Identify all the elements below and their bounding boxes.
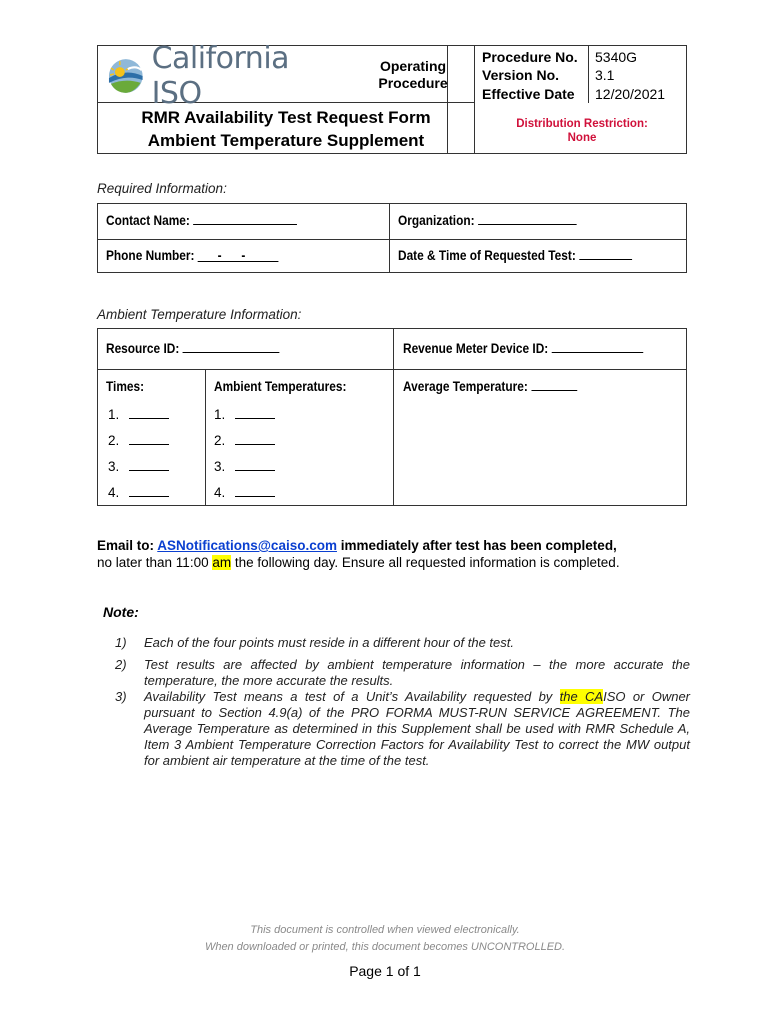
row-number: 1. bbox=[214, 407, 226, 422]
time-entry-4[interactable] bbox=[108, 485, 169, 500]
version-no-value: 3.1 bbox=[595, 67, 615, 83]
note-item-3 bbox=[115, 689, 690, 769]
form-title bbox=[98, 106, 474, 152]
email-prefix: Email to: bbox=[97, 538, 155, 553]
note-text: Test results are affected by ambient temperature information – the more accurate the temperature, the more accurate the results. bbox=[144, 657, 690, 688]
phone-format: ___-___-_____ bbox=[197, 248, 279, 263]
required-info-table bbox=[97, 203, 687, 273]
ambient-temps-header: Ambient Temperatures: bbox=[214, 379, 347, 394]
sun-globe-icon bbox=[106, 56, 146, 96]
row-number: 1. bbox=[108, 407, 120, 422]
note-number: 2) bbox=[115, 657, 127, 672]
page-number: Page 1 of 1 bbox=[349, 963, 421, 979]
footer-uncontrolled-line: When downloaded or printed, this document becomes UNCONTROLLED. bbox=[204, 941, 566, 953]
time-entry-3[interactable] bbox=[108, 459, 169, 474]
organization-field[interactable] bbox=[398, 213, 576, 228]
temp-entry-2[interactable] bbox=[214, 433, 275, 448]
date-time-field[interactable] bbox=[398, 248, 632, 263]
contact-name-label: Contact Name: bbox=[106, 213, 190, 228]
note-number: 3) bbox=[115, 689, 127, 704]
note-highlight: the CA bbox=[559, 689, 604, 704]
revenue-meter-label: Revenue Meter Device ID: bbox=[403, 341, 549, 356]
temp-entry-1[interactable] bbox=[214, 407, 275, 422]
deadline-text-a: no later than 11:00 bbox=[97, 555, 213, 570]
resource-id-label: Resource ID: bbox=[106, 341, 180, 356]
row-number: 2. bbox=[214, 433, 226, 448]
note-item-2 bbox=[115, 657, 690, 689]
effective-date-value: 12/20/2021 bbox=[595, 86, 666, 102]
note-heading: Note: bbox=[103, 604, 139, 620]
distribution-restriction bbox=[476, 117, 688, 145]
resource-id-field[interactable] bbox=[106, 341, 279, 356]
deadline-text-b: the following day. Ensure all requested information is completed. bbox=[231, 555, 620, 570]
email-instruction bbox=[97, 538, 617, 553]
title-line-2: Ambient Temperature Supplement bbox=[147, 131, 425, 150]
revenue-meter-field[interactable] bbox=[403, 341, 643, 356]
email-link[interactable]: ASNotifications@caiso.com bbox=[157, 538, 337, 553]
ambient-info-label: Ambient Temperature Information: bbox=[97, 307, 302, 322]
average-temp-label: Average Temperature: bbox=[403, 379, 528, 394]
logo-text: California ISO bbox=[151, 41, 290, 111]
caiso-logo bbox=[106, 41, 346, 111]
note-number: 1) bbox=[115, 635, 127, 650]
highlight-am: am bbox=[212, 555, 232, 570]
time-entry-1[interactable] bbox=[108, 407, 169, 422]
distribution-value: None bbox=[567, 132, 597, 144]
note-item-1 bbox=[115, 635, 690, 651]
contact-name-field[interactable] bbox=[106, 213, 297, 228]
row-number: 3. bbox=[108, 459, 120, 474]
temp-entry-3[interactable] bbox=[214, 459, 275, 474]
temp-entry-4[interactable] bbox=[214, 485, 275, 500]
operating-procedure-label: Operating Procedure bbox=[378, 58, 448, 91]
footer-controlled-line: This document is controlled when viewed electronically. bbox=[250, 924, 520, 936]
required-info-label: Required Information: bbox=[97, 181, 227, 196]
effective-date-label: Effective Date bbox=[482, 86, 575, 102]
version-no-label: Version No. bbox=[482, 67, 560, 83]
row-number: 4. bbox=[214, 485, 226, 500]
phone-number-field[interactable] bbox=[106, 248, 278, 263]
row-number: 4. bbox=[108, 485, 120, 500]
procedure-no-value: 5340G bbox=[595, 49, 638, 65]
title-line-1: RMR Availability Test Request Form bbox=[141, 108, 431, 127]
note-text-pre: Availability Test means a test of a Unit’s Availability requested by bbox=[144, 689, 560, 704]
date-time-label: Date & Time of Requested Test: bbox=[398, 248, 576, 263]
average-temp-field[interactable] bbox=[403, 379, 577, 394]
row-number: 3. bbox=[214, 459, 226, 474]
row-number: 2. bbox=[108, 433, 120, 448]
deadline-instruction bbox=[97, 555, 620, 570]
notes-list bbox=[115, 635, 690, 769]
note-text-post: ISO or Owner pursuant to Section 4.9(a) of the PRO FORMA MUST-RUN SERVICE AGREEMENT. The Average Temperature as determined in this Supplement shall be used with RMR Schedule A, Item 3 Ambient Temperature Correction Factors for Availability Test to correct the MW output for ambient air temperature at the time of the test. bbox=[144, 689, 691, 768]
document-header bbox=[97, 41, 687, 154]
distribution-label: Distribution Restriction: bbox=[516, 118, 648, 130]
procedure-no-label: Procedure No. bbox=[482, 49, 578, 65]
organization-label: Organization: bbox=[398, 213, 475, 228]
email-suffix: immediately after test has been completed, bbox=[336, 538, 617, 553]
note-text: Each of the four points must reside in a different hour of the test. bbox=[144, 635, 514, 650]
phone-number-label: Phone Number: bbox=[106, 248, 195, 263]
time-entry-2[interactable] bbox=[108, 433, 169, 448]
ambient-info-table bbox=[97, 328, 687, 506]
times-header: Times: bbox=[106, 379, 145, 394]
